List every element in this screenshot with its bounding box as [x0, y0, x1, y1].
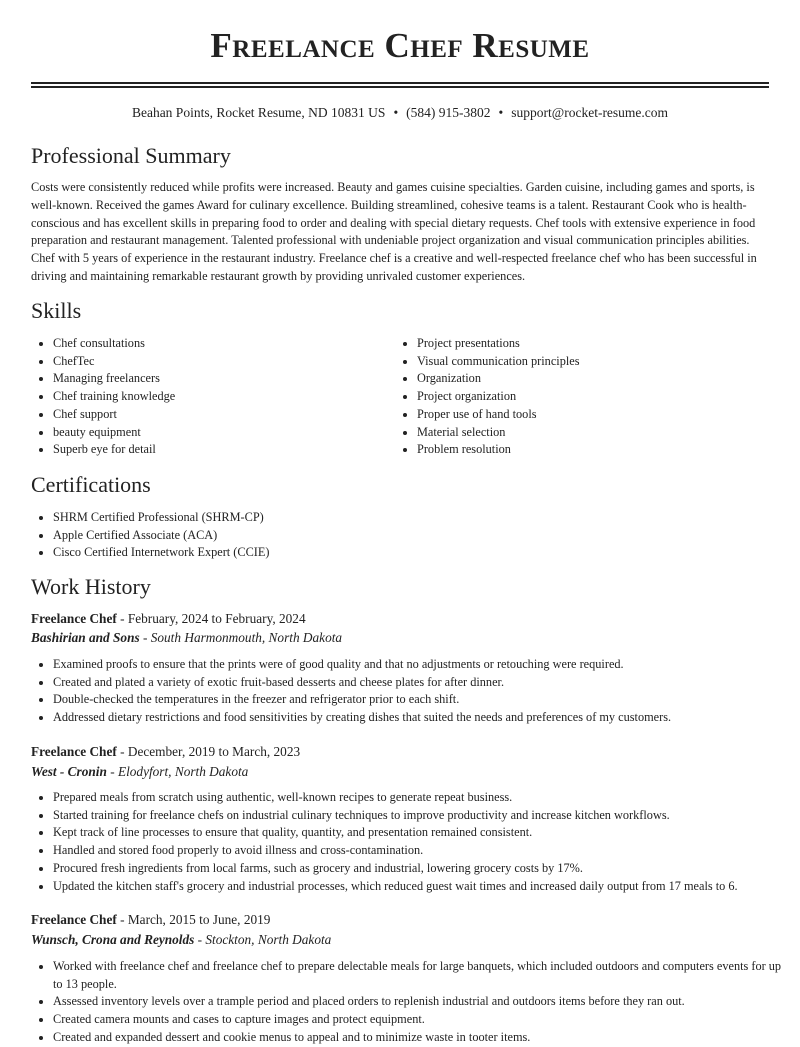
job-bullet: • Worked with freelance chef and freelance chef to prepare delectable meals for large banquets, which included outdoors and computers events for up to 13 people. [53, 958, 793, 993]
job-title-line [31, 912, 270, 928]
summary-heading: Professional Summary [31, 143, 231, 168]
skill-item: • Project presentations [417, 335, 787, 353]
skill-item: • Project organization [417, 388, 787, 406]
job-bullet: • Created and plated a variety of exotic fruit-based desserts and cheese plates for after dinner. [53, 674, 793, 692]
job-title: Freelance Chef [31, 912, 117, 927]
job-bullet: • Created camera mounts and cases to capture images and protect equipment. [53, 1011, 793, 1029]
job-location: - Stockton, North Dakota [194, 932, 332, 947]
job-bullet: • Examined proofs to ensure that the prints were of good quality and that no adjustments or retouching were required. [53, 656, 793, 674]
skill-item: • Chef consultations [53, 335, 393, 353]
job-location: - South Harmonmouth, North Dakota [139, 630, 343, 645]
certifications-heading: Certifications [31, 472, 151, 497]
contact-address: Beahan Points, Rocket Resume, ND 10831 US [131, 105, 386, 120]
job-company: Wunsch, Crona and Reynolds [31, 932, 195, 947]
contact-separator: • [498, 105, 504, 120]
job-bullet: • Procured fresh ingredients from local farms, such as grocery and industrial, lowering grocery costs by 17%. [53, 860, 793, 878]
job-title: Freelance Chef [31, 611, 117, 626]
job-bullet: • Double-checked the temperatures in the freezer and refrigerator prior to each shift. [53, 691, 793, 709]
job-bullet: • Prepared meals from scratch using authentic, well-known recipes to generate repeat business. [53, 789, 793, 807]
job-title: Freelance Chef [31, 744, 117, 759]
job-bullet: • Handled and stored food properly to avoid illness and cross-contamination. [53, 842, 793, 860]
job-company-line [31, 630, 342, 646]
job-company: Bashirian and Sons [31, 630, 140, 645]
job-bullet: • Assessed inventory levels over a trample period and placed orders to replenish industrial and outdoors items before they ran out. [53, 993, 793, 1011]
job-bullet: • Updated the kitchen staff's grocery and industrial processes, which reduced guest wait times and increased daily output from 17 meals to 6. [53, 878, 793, 896]
skill-item: • Chef support [53, 406, 393, 424]
job-location: - Elodyfort, North Dakota [106, 764, 249, 779]
job-bullets [31, 789, 793, 895]
job-bullets [31, 958, 793, 1047]
job-company-line [31, 764, 248, 780]
skill-item: • Proper use of hand tools [417, 406, 787, 424]
certification-item: • Apple Certified Associate (ACA) [53, 527, 753, 545]
skill-item: • Organization [417, 370, 787, 388]
skill-item: • Problem resolution [417, 441, 787, 459]
header-divider-top [31, 82, 769, 84]
contact-phone[interactable]: (584) 915-3802 [406, 105, 491, 120]
job-bullet: • Kept track of line processes to ensure that quality, quantity, and presentation remained consistent. [53, 824, 793, 842]
contact-line [0, 105, 800, 121]
certification-item: • SHRM Certified Professional (SHRM-CP) [53, 509, 753, 527]
work-history-heading: Work History [31, 574, 151, 599]
skill-item: • Managing freelancers [53, 370, 393, 388]
job-title-line [31, 611, 306, 627]
certification-item: • Cisco Certified Internetwork Expert (CCIE) [53, 544, 753, 562]
job-bullet: • Addressed dietary restrictions and food sensitivities by creating dishes that suited the needs and preferences of my customers. [53, 709, 793, 727]
skill-item: • Chef training knowledge [53, 388, 393, 406]
resume-title: Freelance Chef Resume [210, 26, 590, 65]
skills-heading: Skills [31, 298, 82, 323]
contact-separator: • [393, 105, 399, 120]
skill-item: • ChefTec [53, 353, 393, 371]
skill-item: • Material selection [417, 424, 787, 442]
job-bullet: • Created and expanded dessert and cookie menus to appeal and to minimize waste in tooter items. [53, 1029, 793, 1047]
job-bullet: • Started training for freelance chefs on industrial culinary techniques to improve productivity and increase kitchen workflows. [53, 807, 793, 825]
job-dates: - February, 2024 to February, 2024 [116, 611, 306, 626]
certifications-list [31, 509, 753, 562]
job-company: West - Cronin [31, 764, 107, 779]
contact-email[interactable]: support@rocket-resume.com [511, 105, 669, 120]
job-company-line [31, 932, 331, 948]
skills-list-left [31, 335, 393, 459]
summary-text: Costs were consistently reduced while profits were increased. Beauty and games cuisine specialties. Garden cuisine, including games and sports, is well-known. Received the games Award for culinary excellence. Building streamlined, cohesive teams is a talent. Restaurant Cook who is health-conscious and has excellent skills in preparing food to order and dealing with special dietary requests. Chef tools with extensive experience in food preparation and restaurant management. Talented professional with undeniable project organization and visual communication principles abilities. Chef with 5 years of experience in the restaurant industry. Freelance chef is a creative and well-respected freelance chef who has been successful in driving and maintaining remarkable restaurant growth by providing unrivaled customer experiences. [31, 180, 757, 283]
header-divider-bottom [31, 86, 769, 88]
skill-item: • Superb eye for detail [53, 441, 393, 459]
job-title-line [31, 744, 300, 760]
skills-list-right [395, 335, 787, 459]
skill-item: • beauty equipment [53, 424, 393, 442]
skill-item: • Visual communication principles [417, 353, 787, 371]
job-dates: - March, 2015 to June, 2019 [116, 912, 271, 927]
job-bullets [31, 656, 793, 727]
job-dates: - December, 2019 to March, 2023 [116, 744, 301, 759]
